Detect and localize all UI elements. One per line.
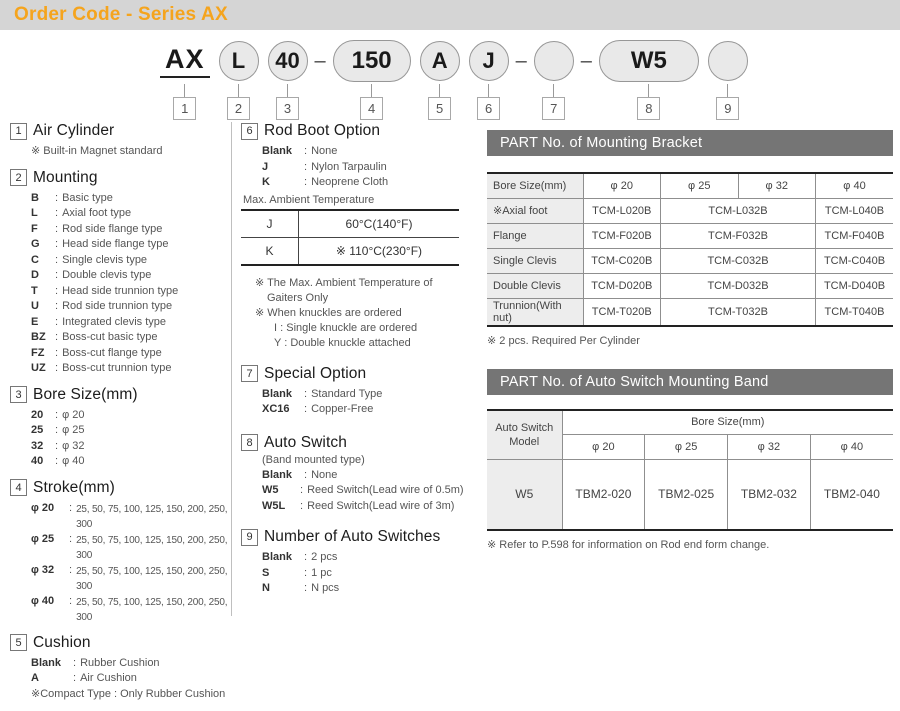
option-row: T : Head side trunnion type — [31, 284, 179, 297]
column-header: φ 25 — [645, 435, 728, 460]
part-number: TCM-F020B — [583, 223, 661, 248]
table-row — [241, 210, 459, 238]
column-header: φ 32 — [728, 435, 811, 460]
option-row: Blank : 2 pcs — [262, 551, 338, 563]
option-row: E : Integrated clevis type — [31, 315, 167, 328]
part-number: TBM2-025 — [645, 460, 728, 530]
option-row: J : Nylon Tarpaulin — [262, 160, 387, 173]
code-item-4 — [333, 38, 411, 120]
option-row: W5L : Reed Switch(Lead wire of 3m) — [262, 499, 455, 512]
row-label: ※Axial foot — [487, 198, 583, 223]
code-item-9 — [708, 38, 748, 120]
section-subtitle: (Band mounted type) — [262, 453, 365, 466]
section-note: ※ The Max. Ambient Temperature of Gaiters Only — [255, 276, 433, 304]
section-heading: Air Cylinder — [33, 122, 115, 139]
section-note: ※ When knuckles are ordered — [255, 306, 402, 319]
code-series: AX — [160, 44, 210, 78]
part-number: TCM-T040B — [816, 298, 894, 326]
code-special-option — [534, 41, 574, 81]
row-label: Double Clevis — [487, 273, 583, 298]
right-column — [487, 130, 893, 551]
option-row: A : Air Cushion — [31, 672, 137, 684]
option-row: Blank : None — [262, 468, 338, 481]
section-number: 5 — [10, 634, 27, 651]
code-index-2: 2 — [227, 97, 250, 120]
connector-line — [727, 84, 728, 97]
section-special-option — [241, 365, 465, 418]
part-number: TBM2-032 — [728, 460, 811, 530]
section-heading: Bore Size(mm) — [33, 385, 138, 403]
left-column — [10, 122, 228, 711]
option-row: φ 20 : 25, 50, 75, 100, 125, 150, 200, 250, 300 — [31, 501, 228, 530]
part-number: TCM-L040B — [816, 198, 894, 223]
section-number: 6 — [241, 123, 258, 140]
code-index-7: 7 — [542, 97, 565, 120]
page-title-bar — [0, 0, 900, 30]
part-number: TCM-F032B — [661, 223, 816, 248]
section-auto-switch — [241, 434, 465, 515]
option-row: UZ : Boss-cut trunnion type — [31, 362, 172, 374]
temp-code: K — [241, 237, 299, 265]
option-row: S : 1 pc — [262, 566, 332, 579]
connector-line — [371, 84, 372, 97]
code-index-9: 9 — [716, 97, 739, 120]
table-header-row — [487, 173, 893, 198]
bracket-table-note: ※ 2 pcs. Required Per Cylinder — [487, 334, 640, 347]
code-item-6 — [469, 38, 509, 120]
option-row: FZ : Boss-cut flange type — [31, 346, 162, 359]
option-row: W5 : Reed Switch(Lead wire of 0.5m) — [262, 484, 464, 496]
temp-value: ※ 110°C(230°F) — [299, 237, 460, 265]
section-number: 9 — [241, 529, 258, 546]
column-header: φ 40 — [816, 173, 894, 198]
section-switch-count — [241, 528, 465, 597]
table-row — [487, 248, 893, 273]
code-index-8: 8 — [637, 97, 660, 120]
column-header: φ 40 — [810, 435, 893, 460]
row-label: Single Clevis — [487, 248, 583, 273]
part-number: TCM-D032B — [661, 273, 816, 298]
section-number: 8 — [241, 434, 258, 451]
code-stroke: 150 — [333, 40, 411, 82]
connector-line — [553, 84, 554, 97]
code-item-2 — [219, 38, 259, 120]
option-row: D : Double clevis type — [31, 269, 152, 281]
part-number: TCM-L032B — [661, 198, 816, 223]
code-item-8 — [599, 38, 699, 120]
connector-line — [648, 84, 649, 97]
part-number: TCM-D040B — [816, 273, 894, 298]
part-number: TCM-C040B — [816, 248, 894, 273]
option-row: B : Basic type — [31, 191, 113, 204]
part-number: TCM-T020B — [583, 298, 661, 326]
section-heading: Stroke(mm) — [33, 478, 115, 496]
column-header: φ 20 — [562, 435, 645, 460]
row-label: W5 — [487, 460, 562, 530]
section-number: 2 — [10, 169, 27, 186]
code-item-7 — [534, 38, 574, 120]
section-mounting — [10, 169, 228, 377]
middle-column — [241, 122, 465, 606]
section-heading: Cushion — [33, 633, 91, 651]
footer-note: ※ Refer to P.598 for information on Rod end form change. — [487, 538, 770, 551]
table-row — [487, 298, 893, 326]
code-bore: 40 — [268, 41, 308, 81]
connector-line — [184, 84, 185, 97]
code-index-4: 4 — [360, 97, 383, 120]
section-heading: Special Option — [264, 364, 367, 382]
part-number: TCM-C032B — [661, 248, 816, 273]
option-row: G : Head side flange type — [31, 238, 169, 250]
table-row — [241, 237, 459, 265]
option-row: F : Rod side flange type — [31, 222, 163, 235]
row-label: Flange — [487, 223, 583, 248]
section-stroke — [10, 479, 228, 625]
section-note: ※Compact Type : Only Rubber Cushion — [31, 687, 226, 700]
section-heading: Number of Auto Switches — [264, 528, 441, 545]
section-number: 3 — [10, 386, 27, 403]
option-row: BZ : Boss-cut basic type — [31, 331, 158, 343]
option-row: φ 40 : 25, 50, 75, 100, 125, 150, 200, 250, 300 — [31, 594, 228, 623]
table-row — [487, 460, 893, 530]
temp-table-label: Max. Ambient Temperature — [243, 193, 375, 206]
section-rod-boot — [241, 122, 465, 351]
connector-line — [488, 84, 489, 97]
code-auto-switch: W5 — [599, 40, 699, 82]
section-number: 7 — [241, 365, 258, 382]
code-dash: – — [515, 49, 527, 72]
corner-header: Auto Switch Model — [487, 410, 562, 460]
section-note: ※ Built-in Magnet standard — [31, 145, 163, 157]
connector-line — [238, 84, 239, 97]
connector-line — [439, 84, 440, 97]
ambient-temp-table — [241, 209, 459, 266]
option-row: Blank : Standard Type — [262, 387, 383, 400]
part-number: TCM-T032B — [661, 298, 816, 326]
code-switch-qty — [708, 41, 748, 81]
option-row: φ 25 : 25, 50, 75, 100, 125, 150, 200, 250, 300 — [31, 532, 228, 561]
section-heading: Auto Switch — [264, 433, 347, 451]
part-number: TCM-D020B — [583, 273, 661, 298]
part-number: TBM2-020 — [562, 460, 645, 530]
column-header: φ 32 — [738, 173, 816, 198]
band-table-header: PART No. of Auto Switch Mounting Band — [487, 369, 893, 395]
section-number: 4 — [10, 479, 27, 496]
code-mounting: L — [219, 41, 259, 81]
option-row: 25 : φ 25 — [31, 424, 85, 436]
option-row: Blank : None — [262, 145, 338, 157]
part-number: TCM-F040B — [816, 223, 894, 248]
section-heading: Rod Boot Option — [264, 122, 381, 139]
table-row — [487, 198, 893, 223]
option-row: Blank : Rubber Cushion — [31, 656, 160, 669]
table-header-row — [487, 410, 893, 435]
option-row: 40 : φ 40 — [31, 455, 85, 467]
option-row: XC16 : Copper-Free — [262, 403, 374, 415]
code-index-5: 5 — [428, 97, 451, 120]
table-row — [487, 223, 893, 248]
code-index-6: 6 — [477, 97, 500, 120]
sub-note: Y : Double knuckle attached — [274, 336, 411, 349]
option-row: 32 : φ 32 — [31, 439, 85, 452]
code-index-3: 3 — [276, 97, 299, 120]
code-cushion: A — [420, 41, 460, 81]
code-rod-boot: J — [469, 41, 509, 81]
table-row — [487, 273, 893, 298]
column-header: φ 20 — [583, 173, 661, 198]
section-cushion — [10, 634, 228, 703]
code-dash: – — [314, 49, 326, 72]
code-index-1: 1 — [173, 97, 196, 120]
bracket-table-header: PART No. of Mounting Bracket — [487, 130, 893, 156]
code-item-3 — [268, 38, 308, 120]
option-row: C : Single clevis type — [31, 253, 148, 266]
temp-code: J — [241, 210, 299, 238]
order-code-diagram — [160, 38, 748, 120]
part-number: TCM-C020B — [583, 248, 661, 273]
section-heading: Mounting — [33, 168, 98, 186]
column-header: Bore Size(mm) — [487, 173, 583, 198]
switch-band-table — [487, 409, 893, 531]
page-title: Order Code - Series AX — [14, 4, 228, 25]
section-number: 1 — [10, 123, 27, 140]
option-row: U : Rod side trunnion type — [31, 300, 173, 312]
option-row: L : Axial foot type — [31, 207, 132, 219]
code-dash: – — [580, 49, 592, 72]
section-bore-size — [10, 386, 228, 470]
option-row: φ 32 : 25, 50, 75, 100, 125, 150, 200, 250, 300 — [31, 563, 228, 592]
section-air-cylinder — [10, 122, 228, 160]
code-item-5 — [420, 38, 460, 120]
column-header: φ 25 — [661, 173, 739, 198]
part-number: TBM2-040 — [810, 460, 893, 530]
row-label: Trunnion(With nut) — [487, 298, 583, 326]
sub-note: I : Single knuckle are ordered — [274, 321, 418, 334]
column-divider — [231, 122, 232, 616]
group-header: Bore Size(mm) — [562, 410, 893, 435]
part-number: TCM-L020B — [583, 198, 661, 223]
option-row: K : Neoprene Cloth — [262, 176, 389, 188]
code-item-1 — [160, 38, 210, 120]
option-row: 20 : φ 20 — [31, 408, 85, 421]
option-row: N : N pcs — [262, 582, 340, 594]
mounting-bracket-table — [487, 172, 893, 327]
connector-line — [287, 84, 288, 97]
temp-value: 60°C(140°F) — [345, 216, 413, 231]
